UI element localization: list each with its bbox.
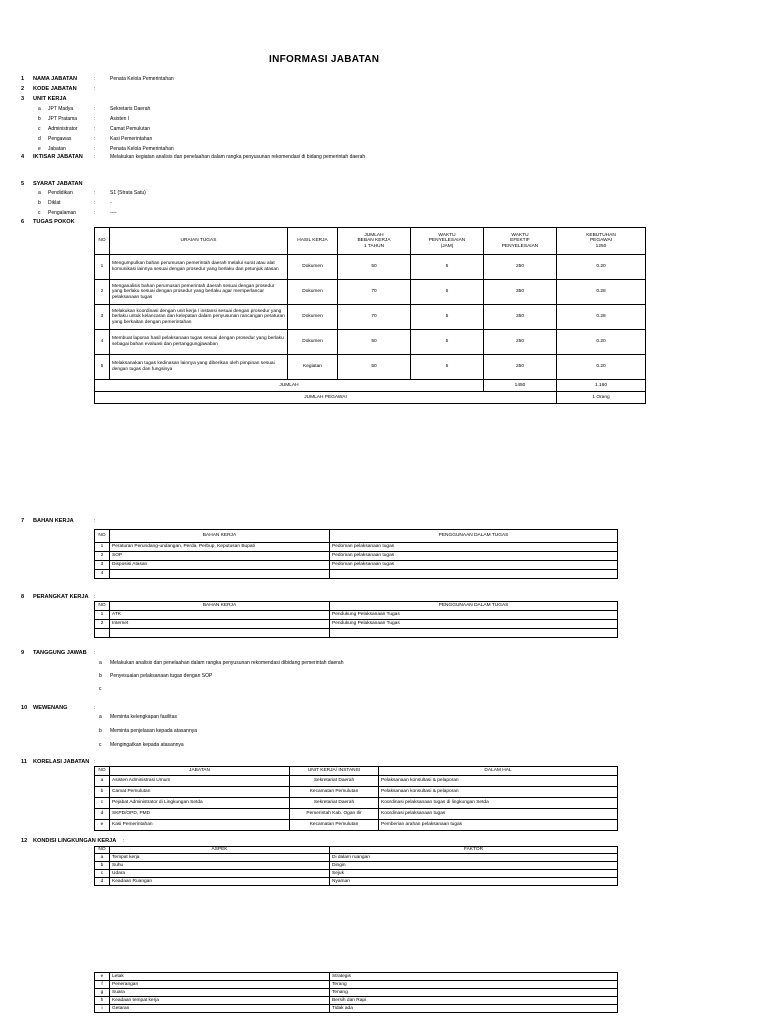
cell-uraian: Membuat laporan hasil pelaksanaan tugas sesuai dengan prosedur yang berlaku sebagai bahan evaluasi dan pertanggungjawaban: [110, 330, 288, 355]
col-header-bahan: BAHAN KERJA: [110, 602, 330, 611]
item-letter: b: [38, 116, 41, 122]
section-label: KORELASI JABATAN: [33, 759, 90, 765]
cell-faktor: Di dalam ruangan: [330, 854, 618, 862]
item-letter: c: [38, 126, 41, 132]
cell-b: Pendukung Pelaksanaan Tugas: [330, 620, 618, 629]
table-row: [95, 997, 618, 1005]
cell-jabatan: Asisten Administrasi Umum: [110, 776, 290, 787]
cell-a: ATK: [110, 611, 330, 620]
cell-efektif: 250: [484, 255, 557, 280]
pegawai-row: [95, 392, 646, 404]
table-row: [95, 981, 618, 989]
cell-b: Pendukung Pelaksanaan Tugas: [330, 611, 618, 620]
cell-waktu: 5: [411, 255, 484, 280]
iktisar-value: Melakukan kegiatan analisis dan penelaahan dalam rangka penyusunan rekomendasi di bidang pemerintah daerah: [110, 154, 366, 160]
cell-no: a: [95, 776, 110, 787]
table-row: [95, 552, 618, 561]
item-value: Asisten I: [110, 116, 130, 122]
table-row: [95, 330, 646, 355]
col-header-no: NO: [95, 847, 110, 854]
item-letter: a: [38, 106, 41, 112]
cell-jumlah: 70: [338, 305, 411, 330]
item-value: Sekretaris Daerah: [110, 106, 151, 112]
cell-no: 2: [95, 552, 110, 561]
table-row: [95, 620, 618, 629]
item-value: ----: [110, 210, 117, 216]
cell-no: a: [95, 854, 110, 862]
cell-faktor: Terang: [330, 981, 618, 989]
pegawai-value: 1 Orang: [557, 392, 646, 404]
item-label: Pengawas: [48, 136, 72, 142]
cell-no: 3: [95, 305, 110, 330]
cell-no: 5: [95, 355, 110, 380]
table-row: [95, 989, 618, 997]
pegawai-label: JUMLAH PEGAWAI: [95, 392, 557, 404]
cell-hasil: Dokumen: [288, 305, 338, 330]
table-row: [95, 280, 646, 305]
section-number: 8: [21, 594, 25, 600]
table-row: [95, 1005, 618, 1013]
table-row: [95, 809, 618, 820]
cell-uraian: Melakukan koordinasi dengan unit kerja / instansi sesuai dengan prosedur yang berlaku untuk kelancaran dan kelepatan dalam penyusunan rancangan peraturan yang berkaitan dengan pemerintahan: [110, 305, 288, 330]
cell-b: Pedoman pelaksanaan tugas: [330, 552, 618, 561]
section-number: 2: [21, 86, 25, 92]
colon: :: [94, 106, 96, 112]
item-label: Pendidikan: [48, 190, 73, 196]
cell-faktor: Strategis: [330, 973, 618, 981]
table-row: [95, 862, 618, 870]
cell-aspek: Getaran: [110, 1005, 330, 1013]
col-header-hasil: HASIL KERJA: [288, 228, 338, 255]
col-header-jabatan: JABATAN: [110, 767, 290, 776]
cell-b: [330, 629, 618, 638]
cell-no: 2: [95, 620, 110, 629]
jumlah-row: [95, 380, 646, 392]
cell-no: g: [95, 989, 110, 997]
cell-faktor: Dingin: [330, 862, 618, 870]
col-header-penggunaan: PENGGUNAAN DALAM TUGAS: [330, 602, 618, 611]
item-letter: a: [38, 190, 41, 196]
section-label: UNIT KERJA: [33, 96, 67, 102]
section-number: 6: [21, 219, 25, 225]
cell-faktor: Bersih dan Rapi: [330, 997, 618, 1005]
section-number: 4: [21, 154, 25, 160]
colon: :: [94, 594, 96, 600]
section-label: PERANGKAT KERJA: [33, 594, 89, 600]
cell-aspek: Keadaan tempat kerja: [110, 997, 330, 1005]
item-value: Meminta kelengkapan fasilitas: [110, 714, 177, 720]
cell-kebutuhan: 0.28: [557, 305, 646, 330]
item-value: Penata Kelola Pemerintahan: [110, 146, 174, 152]
cell-jabatan: Camat Pemulutan: [110, 787, 290, 798]
cell-no: i: [95, 1005, 110, 1013]
cell-b: Pedoman pelaksanaan tugas: [330, 561, 618, 570]
table-row: [95, 878, 618, 886]
cell-no: 1: [95, 611, 110, 620]
cell-faktor: Nyaman: [330, 878, 618, 886]
cell-faktor: Tidak ada: [330, 1005, 618, 1013]
nama-jabatan-value: Penata Kelola Pemerintahan: [110, 76, 174, 82]
item-label: JPT Pratama: [48, 116, 78, 122]
cell-unit: Kecamatan Pemulutan: [290, 787, 379, 798]
table-row: [95, 776, 618, 787]
cell-hasil: Dokumen: [288, 280, 338, 305]
table-row: [95, 255, 646, 280]
item-letter: b: [99, 673, 102, 679]
col-header-bahan: BAHAN KERJA: [110, 530, 330, 543]
item-value: Kasi Pemerintahan: [110, 136, 153, 142]
cell-hal: Pelaksanaan konsultasi & pelaporan: [379, 776, 618, 787]
cell-uraian: Melaksanakan tugas kedinasan lainnya yang diberikan oleh pimpinan sesuai dengan tugas dan fungsinya: [110, 355, 288, 380]
table-row: [95, 787, 618, 798]
kondisi-lingkungan-table-continued: [94, 972, 618, 1013]
page-title: INFORMASI JABATAN: [269, 54, 380, 65]
item-label: JPT Madya: [48, 106, 74, 112]
cell-jabatan: Pejabat Administrator di Lingkungan Setda: [110, 798, 290, 809]
col-header-jumlah: JUMLAH BEBAN KERJA 1 TAHUN: [338, 228, 411, 255]
cell-no: b: [95, 787, 110, 798]
col-header-aspek: ASPEK: [110, 847, 330, 854]
cell-no: d: [95, 809, 110, 820]
section-label: IKTISAR JABATAN: [33, 154, 83, 160]
cell-efektif: 250: [484, 330, 557, 355]
colon: :: [94, 126, 96, 132]
cell-a: SOP: [110, 552, 330, 561]
item-label: Diklat: [48, 200, 61, 206]
section-label: BAHAN KERJA: [33, 518, 74, 524]
cell-no: f: [95, 981, 110, 989]
cell-hasil: Dokumen: [288, 255, 338, 280]
cell-jabatan: Kasi Pemerintahan: [110, 820, 290, 831]
col-header-penggunaan: PENGGUNAAN DALAM TUGAS: [330, 530, 618, 543]
item-value: Melakukan analisis dan penelaahan dalam rangka penyusunan rekomendasi dibidang pemerintah daerah: [110, 660, 344, 666]
cell-a: Peraturan Perundang-undangan, Perda, Perbup, Keputusan Bupati: [110, 543, 330, 552]
cell-a: Internet: [110, 620, 330, 629]
colon: :: [94, 650, 96, 656]
item-value: -: [110, 200, 112, 206]
cell-waktu: 5: [411, 355, 484, 380]
colon: :: [94, 116, 96, 122]
tugas-pokok-table: [94, 227, 646, 404]
table-row: [95, 854, 618, 862]
cell-no: 3: [95, 561, 110, 570]
cell-aspek: Penerangan: [110, 981, 330, 989]
section-label: WEWENANG: [33, 705, 68, 711]
cell-b: [330, 570, 618, 579]
table-row: [95, 305, 646, 330]
item-label: Jabatan: [48, 146, 66, 152]
cell-aspek: Keadaan Ruangan: [110, 878, 330, 886]
colon: :: [94, 705, 96, 711]
table-row: [95, 543, 618, 552]
cell-efektif: 350: [484, 280, 557, 305]
section-label: TANGGUNG JAWAB: [33, 650, 87, 656]
cell-kebutuhan: 0.20: [557, 255, 646, 280]
cell-aspek: Udara: [110, 870, 330, 878]
cell-hal: Pemberian arahan pelaksanaan tugas: [379, 820, 618, 831]
col-header-hal: DALAM HAL: [379, 767, 618, 776]
colon: :: [94, 210, 96, 216]
col-header-efektif: WAKTU EFEKTIF PENYELESAIAN: [484, 228, 557, 255]
section-number: 12: [21, 838, 28, 844]
perangkat-kerja-table: [94, 601, 618, 638]
cell-faktor: Sejuk: [330, 870, 618, 878]
item-label: Administrator: [48, 126, 78, 132]
table-row: [95, 611, 618, 620]
section-label: KONDISI LINGKUNGAN KERJA: [33, 838, 117, 844]
cell-uraian: Menganalisis bahan perumusan pemerintah daerah sesuai dengan prosedur yang berlaku sesuai dengan prosedur yang berlaku agar memperlancar pelaksanaan tugas: [110, 280, 288, 305]
colon: :: [94, 86, 96, 92]
cell-aspek: Letak: [110, 973, 330, 981]
item-label: Pengalaman: [48, 210, 77, 216]
cell-a: [110, 629, 330, 638]
cell-no: 4: [95, 330, 110, 355]
table-row: [95, 973, 618, 981]
cell-hal: Pelaksanaan konsultasi & pelaporan: [379, 787, 618, 798]
cell-hasil: Kegiatan: [288, 355, 338, 380]
jumlah-efektif: 1450: [484, 380, 557, 392]
cell-faktor: Tenang: [330, 989, 618, 997]
item-value: Camat Pemulutan: [110, 126, 151, 132]
cell-waktu: 5: [411, 305, 484, 330]
cell-uraian: Mengumpulkan bahan perumusan pemerintah daerah melalui surat atau alat komunikasi lainnya sesuai dengan prosedur yang berlaku dan petunjuk atasan: [110, 255, 288, 280]
cell-aspek: Suara: [110, 989, 330, 997]
cell-jumlah: 50: [338, 355, 411, 380]
kondisi-lingkungan-table: [94, 846, 618, 886]
jumlah-label: JUMLAH: [95, 380, 484, 392]
colon: :: [94, 759, 96, 765]
cell-a: [110, 570, 330, 579]
cell-waktu: 5: [411, 330, 484, 355]
cell-unit: Kecamatan Pemulutan: [290, 820, 379, 831]
item-letter: a: [99, 660, 102, 666]
item-value: S1 (Strata Satu): [110, 190, 146, 196]
cell-hal: Koordinasi pelaksanaan tugas di lingkungan Setda: [379, 798, 618, 809]
item-letter: d: [38, 136, 41, 142]
colon: :: [94, 136, 96, 142]
cell-unit: Sekretariat Daerah: [290, 798, 379, 809]
col-header-no: NO: [95, 767, 110, 776]
colon: :: [94, 76, 96, 82]
item-value: Meminta penjelasan kepada atasannya: [110, 728, 198, 734]
cell-efektif: 250: [484, 355, 557, 380]
colon: :: [123, 838, 125, 844]
section-label: SYARAT JABATAN: [33, 181, 83, 187]
cell-no: 1: [95, 255, 110, 280]
col-header-kebutuhan: KEBUTUHAN PEGAWAI 1250: [557, 228, 646, 255]
cell-jabatan: SKPD/OPD, PMD: [110, 809, 290, 820]
cell-unit: Sekretariat Daerah: [290, 776, 379, 787]
cell-no: [95, 629, 110, 638]
item-value: Mengingatkan kepada atasannya: [110, 742, 184, 748]
cell-kebutuhan: 0.20: [557, 330, 646, 355]
item-value: Penyesuaian pelaksanaan tugas dengan SOP: [110, 673, 213, 679]
cell-aspek: Suhu: [110, 862, 330, 870]
cell-no: h: [95, 997, 110, 1005]
cell-a: Disposisi Atasan: [110, 561, 330, 570]
colon: :: [94, 154, 96, 160]
section-number: 3: [21, 96, 25, 102]
item-letter: e: [38, 146, 41, 152]
cell-unit: Pemerintah Kab. Ogan Ilir: [290, 809, 379, 820]
colon: :: [94, 518, 96, 524]
section-number: 9: [21, 650, 25, 656]
cell-efektif: 350: [484, 305, 557, 330]
item-letter: c: [38, 210, 41, 216]
bahan-kerja-table: [94, 529, 618, 579]
cell-no: 4: [95, 570, 110, 579]
section-label: NAMA JABATAN: [33, 76, 78, 82]
item-letter: a: [99, 714, 102, 720]
cell-hasil: Dokumen: [288, 330, 338, 355]
item-letter: b: [99, 728, 102, 734]
table-row: [95, 561, 618, 570]
colon: :: [94, 190, 96, 196]
section-label: TUGAS POKOK: [33, 219, 75, 225]
col-header-waktu: WAKTU PENYELESAIAN (JAM): [411, 228, 484, 255]
section-number: 5: [21, 181, 25, 187]
item-letter: c: [99, 686, 102, 692]
section-number: 1: [21, 76, 25, 82]
cell-hal: Koordinasi pelaksanaan tugas: [379, 809, 618, 820]
korelasi-jabatan-table: [94, 766, 618, 831]
col-header-uraian: URAIAN TUGAS: [110, 228, 288, 255]
col-header-faktor: FAKTOR: [330, 847, 618, 854]
cell-no: 1: [95, 543, 110, 552]
section-number: 7: [21, 518, 25, 524]
cell-no: d: [95, 878, 110, 886]
cell-no: 2: [95, 280, 110, 305]
cell-no: c: [95, 798, 110, 809]
cell-jumlah: 70: [338, 280, 411, 305]
col-header-no: NO: [95, 530, 110, 543]
col-header-unit: UNIT KERJA/ INSTANSI: [290, 767, 379, 776]
table-row: [95, 870, 618, 878]
col-header-no: NO: [95, 228, 110, 255]
cell-waktu: 5: [411, 280, 484, 305]
cell-jumlah: 50: [338, 330, 411, 355]
cell-b: Pedoman pelaksanaan tugas: [330, 543, 618, 552]
cell-no: e: [95, 973, 110, 981]
section-number: 11: [21, 759, 27, 765]
section-number: 10: [21, 705, 28, 711]
jumlah-kebutuhan: 1.160: [557, 380, 646, 392]
col-header-no: NO: [95, 602, 110, 611]
cell-no: e: [95, 820, 110, 831]
cell-kebutuhan: 0.28: [557, 280, 646, 305]
section-label: KODE JABATAN: [33, 86, 77, 92]
table-row: [95, 798, 618, 809]
cell-kebutuhan: 0.20: [557, 355, 646, 380]
cell-no: c: [95, 870, 110, 878]
colon: :: [94, 200, 96, 206]
table-row: [95, 570, 618, 579]
cell-jumlah: 50: [338, 255, 411, 280]
item-letter: b: [38, 200, 41, 206]
colon: :: [94, 146, 96, 152]
table-row: [95, 820, 618, 831]
table-row: [95, 629, 618, 638]
cell-aspek: Tempat kerja: [110, 854, 330, 862]
table-row: [95, 355, 646, 380]
item-letter: c: [99, 742, 102, 748]
cell-no: b: [95, 862, 110, 870]
